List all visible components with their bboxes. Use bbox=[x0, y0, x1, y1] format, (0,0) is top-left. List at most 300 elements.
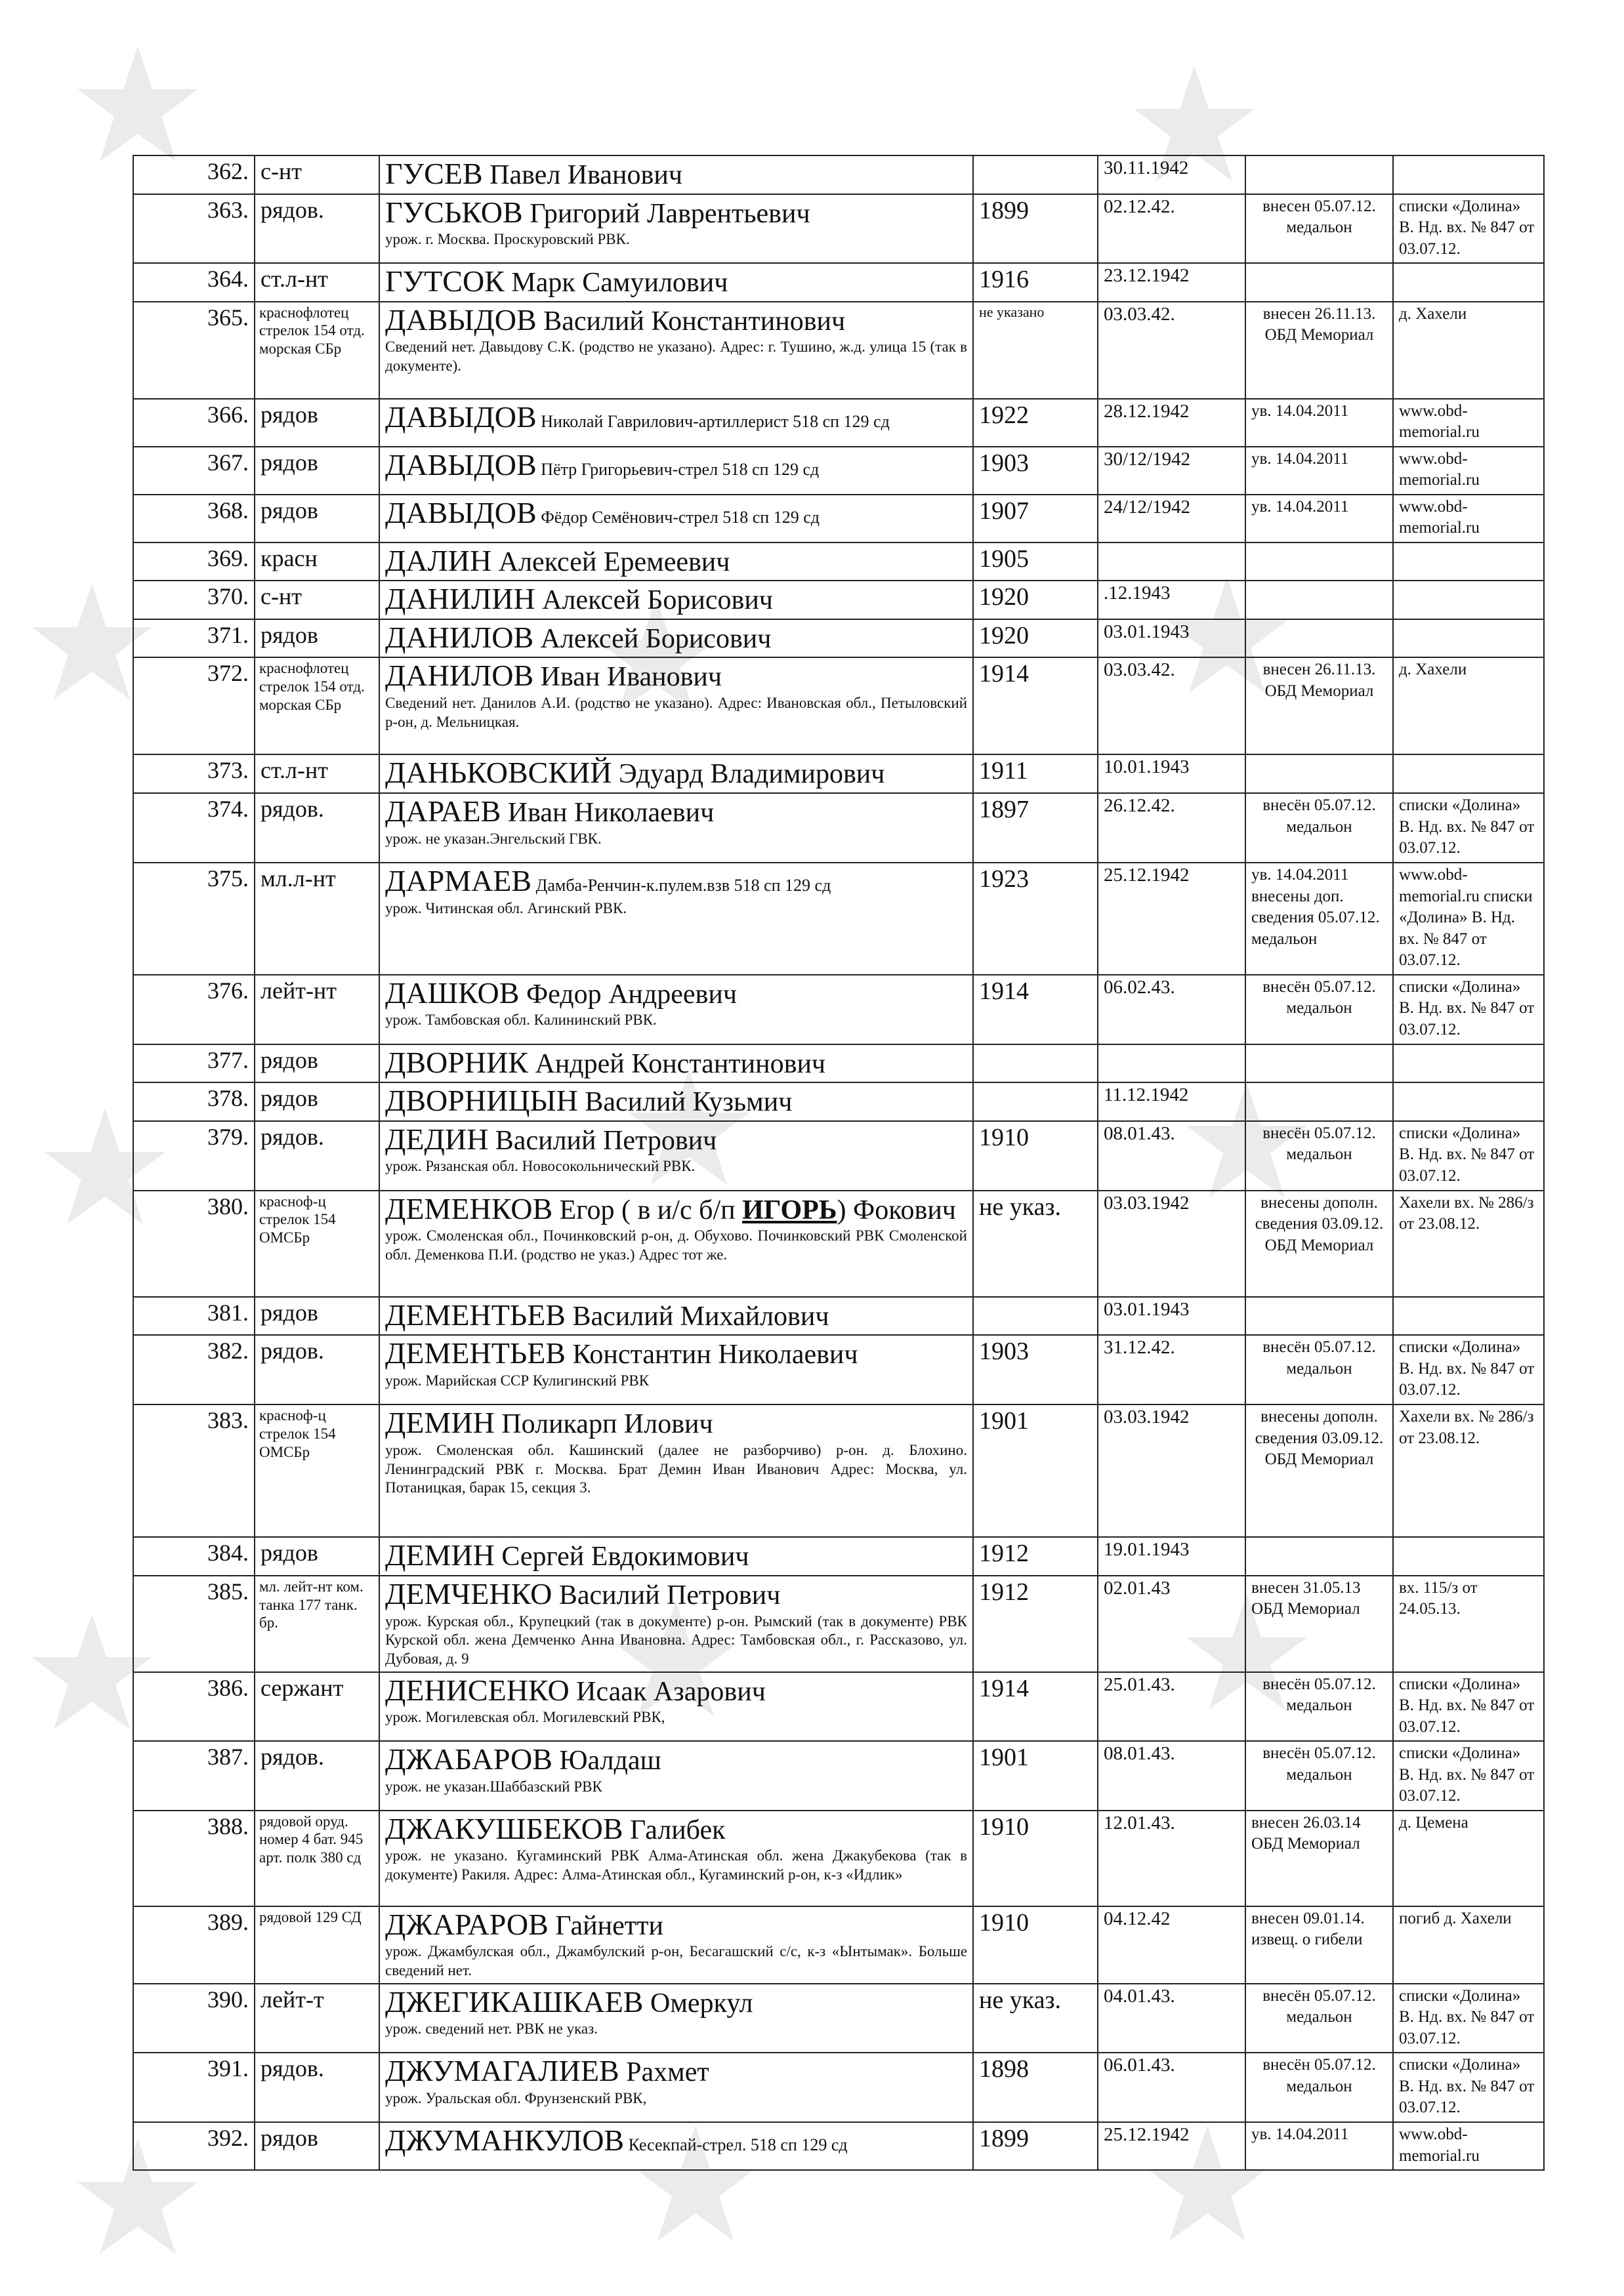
birth-details: урож. Курская обл., Крупецкий (так в документе) р-он. Рымский (так в документе) РВК Курской обл. жена Демченко Анна Ивановна. Адрес: Тамбовская обл., г. Рассказово, ул. Дубовая, д. 9 bbox=[385, 1612, 967, 1668]
source-reference: списки «Долина» В. Нд. вх. № 847 от 03.07.12. bbox=[1393, 1984, 1544, 2053]
source-reference bbox=[1393, 754, 1544, 793]
full-name bbox=[385, 2055, 967, 2088]
person-cell bbox=[379, 975, 973, 1044]
table-row bbox=[133, 495, 1544, 543]
birth-year: 1920 bbox=[973, 619, 1098, 658]
record-note: внесены дополн. сведения 03.09.12. ОБД Мемориал bbox=[1245, 1191, 1393, 1297]
person-cell bbox=[379, 754, 973, 793]
record-note: ув. 14.04.2011 bbox=[1245, 495, 1393, 543]
given-names: Василий Петрович bbox=[552, 1580, 781, 1610]
full-name bbox=[385, 1908, 967, 1942]
source-reference: д. Цемена bbox=[1393, 1811, 1544, 1906]
row-number: 366. bbox=[133, 399, 255, 447]
birth-year: 1914 bbox=[973, 975, 1098, 1044]
record-note: внесен 31.05.13 ОБД Мемориал bbox=[1245, 1576, 1393, 1672]
given-names: Гайнетти bbox=[548, 1910, 663, 1941]
table-row bbox=[133, 1906, 1544, 1984]
record-note: внесен 26.11.13. ОБД Мемориал bbox=[1245, 657, 1393, 754]
record-note bbox=[1245, 155, 1393, 194]
rank-cell: рядов bbox=[255, 447, 379, 495]
given-names: Марк Самуилович bbox=[504, 268, 728, 298]
source-reference: Хахели вх. № 286/з от 23.08.12. bbox=[1393, 1404, 1544, 1537]
row-number: 388. bbox=[133, 1811, 255, 1906]
rank-cell: рядов bbox=[255, 619, 379, 658]
row-number: 387. bbox=[133, 1741, 255, 1811]
birth-details: урож. Могилевская обл. Могилевский РВК, bbox=[385, 1709, 665, 1726]
birth-year: 1910 bbox=[973, 1121, 1098, 1191]
source-reference: списки «Долина» В. Нд. вх. № 847 от 03.07.12. bbox=[1393, 1741, 1544, 1811]
person-cell bbox=[379, 155, 973, 194]
row-number: 367. bbox=[133, 447, 255, 495]
person-cell bbox=[379, 543, 973, 581]
surname: ДАРМАЕВ bbox=[385, 864, 532, 898]
birth-year: 1897 bbox=[973, 793, 1098, 863]
row-number: 378. bbox=[133, 1082, 255, 1121]
person-cell bbox=[379, 1404, 973, 1537]
birth-details: урож. Читинская обл. Агинский РВК. bbox=[385, 899, 627, 916]
source-reference: списки «Долина» В. Нд. вх. № 847 от 03.07.12. bbox=[1393, 194, 1544, 264]
record-note: внесён 05.07.12. медальон bbox=[1245, 1984, 1393, 2053]
source-reference: д. Хахели bbox=[1393, 302, 1544, 399]
source-reference: погиб д. Хахели bbox=[1393, 1906, 1544, 1984]
row-number: 372. bbox=[133, 657, 255, 754]
person-cell bbox=[379, 1335, 973, 1404]
death-date: 03.01.1943 bbox=[1098, 619, 1245, 658]
table-row bbox=[133, 793, 1544, 863]
row-number: 390. bbox=[133, 1984, 255, 2053]
table-row bbox=[133, 1811, 1544, 1906]
death-date: 02.12.42. bbox=[1098, 194, 1245, 264]
death-date bbox=[1098, 543, 1245, 581]
birth-year: 1920 bbox=[973, 581, 1098, 619]
table-row bbox=[133, 2053, 1544, 2122]
person-cell bbox=[379, 495, 973, 543]
source-reference bbox=[1393, 1082, 1544, 1121]
death-date: 02.01.43 bbox=[1098, 1576, 1245, 1672]
given-names: Иван Николаевич bbox=[501, 798, 715, 829]
row-number: 371. bbox=[133, 619, 255, 658]
given-names: Василий Константинович bbox=[536, 306, 846, 337]
row-number: 370. bbox=[133, 581, 255, 619]
rank-cell: рядов bbox=[255, 2122, 379, 2170]
death-date: 03.03.42. bbox=[1098, 302, 1245, 399]
rank-cell: краснофлотец стрелок 154 отд. морская СБр bbox=[255, 657, 379, 754]
surname: ДЖАБАРОВ bbox=[385, 1742, 552, 1776]
rank-cell: рядов bbox=[255, 1297, 379, 1336]
death-date: 04.01.43. bbox=[1098, 1984, 1245, 2053]
rank-cell: сержант bbox=[255, 1672, 379, 1742]
birth-year: 1923 bbox=[973, 863, 1098, 975]
record-note: внесен 09.01.14. извещ. о гибели bbox=[1245, 1906, 1393, 1984]
death-date: 25.12.1942 bbox=[1098, 863, 1245, 975]
surname: ДЖАКУШБЕКОВ bbox=[385, 1811, 623, 1845]
full-name bbox=[385, 1674, 967, 1708]
rank-cell: рядовой оруд. номер 4 бат. 945 арт. полк 380 сд bbox=[255, 1811, 379, 1906]
full-name bbox=[385, 865, 967, 898]
table-row bbox=[133, 1672, 1544, 1742]
birth-year: 1910 bbox=[973, 1906, 1098, 1984]
alias-name: ИГОРЬ bbox=[742, 1195, 837, 1225]
rank-cell: лейт-нт bbox=[255, 975, 379, 1044]
row-number: 362. bbox=[133, 155, 255, 194]
source-reference: Хахели вх. № 286/з от 23.08.12. bbox=[1393, 1191, 1544, 1297]
person-cell bbox=[379, 1044, 973, 1083]
rank-cell: рядов. bbox=[255, 1121, 379, 1191]
birth-year: не указ. bbox=[973, 1984, 1098, 2053]
birth-year bbox=[973, 1082, 1098, 1121]
row-number: 385. bbox=[133, 1576, 255, 1672]
given-names: Константин Николаевич bbox=[566, 1340, 858, 1370]
full-name bbox=[385, 196, 967, 230]
death-date: 06.02.43. bbox=[1098, 975, 1245, 1044]
table-row bbox=[133, 1404, 1544, 1537]
death-date: 08.01.43. bbox=[1098, 1121, 1245, 1191]
surname: ДЕДИН bbox=[385, 1122, 489, 1156]
death-date: 08.01.43. bbox=[1098, 1741, 1245, 1811]
given-names: Сергей Евдокимович bbox=[494, 1542, 749, 1572]
row-number: 389. bbox=[133, 1906, 255, 1984]
table-row bbox=[133, 1082, 1544, 1121]
record-note: внесен 05.07.12. медальон bbox=[1245, 194, 1393, 264]
record-note bbox=[1245, 1537, 1393, 1576]
birth-year: 1914 bbox=[973, 657, 1098, 754]
full-name bbox=[385, 157, 967, 191]
person-cell bbox=[379, 793, 973, 863]
full-name bbox=[385, 659, 967, 693]
surname: ДЖАРАРОВ bbox=[385, 1907, 549, 1941]
surname: ДАВЫДОВ bbox=[385, 495, 537, 529]
rank-cell: рядов bbox=[255, 399, 379, 447]
table-row bbox=[133, 2122, 1544, 2170]
given-names: Егор ( в и/с б/п bbox=[552, 1195, 743, 1225]
death-date: 04.12.42 bbox=[1098, 1906, 1245, 1984]
person-cell bbox=[379, 1576, 973, 1672]
table-row bbox=[133, 1984, 1544, 2053]
birth-year: 1901 bbox=[973, 1741, 1098, 1811]
rank-cell: рядов. bbox=[255, 793, 379, 863]
person-cell bbox=[379, 863, 973, 975]
given-names: Эдуард Владимирович bbox=[612, 759, 885, 790]
death-date: 25.12.1942 bbox=[1098, 2122, 1245, 2170]
given-names: Омеркул bbox=[643, 1988, 753, 2019]
death-date: 31.12.42. bbox=[1098, 1335, 1245, 1404]
birth-details: урож. не указан.Энгельский ГВК. bbox=[385, 830, 602, 847]
death-date: 06.01.43. bbox=[1098, 2053, 1245, 2122]
roster-body bbox=[133, 155, 1544, 2170]
record-note bbox=[1245, 1297, 1393, 1336]
birth-year: 1905 bbox=[973, 543, 1098, 581]
record-note: ув. 14.04.2011 bbox=[1245, 399, 1393, 447]
surname: ДАРАЕВ bbox=[385, 794, 501, 829]
watermark-star-icon bbox=[72, 39, 203, 171]
rank-cell: красн bbox=[255, 543, 379, 581]
death-date: 03.01.1943 bbox=[1098, 1297, 1245, 1336]
table-row bbox=[133, 619, 1544, 658]
row-number: 364. bbox=[133, 263, 255, 302]
given-names: Иван Иванович bbox=[533, 662, 722, 693]
source-reference bbox=[1393, 263, 1544, 302]
rank-cell: мл.л-нт bbox=[255, 863, 379, 975]
full-name bbox=[385, 1084, 967, 1118]
rank-cell: рядов. bbox=[255, 194, 379, 264]
record-note: ув. 14.04.2011 bbox=[1245, 2122, 1393, 2170]
person-cell bbox=[379, 194, 973, 264]
row-number: 376. bbox=[133, 975, 255, 1044]
birth-details: урож. Смоленская обл. Кашинский (далее не разборчиво) р-он. д. Блохино. Ленинградский РВК г. Москва. Брат Демин Иван Иванович Адрес: Москва, ул. Потаницкая, барак 15, секция 3. bbox=[385, 1441, 967, 1496]
record-note: ув. 14.04.2011 внесены доп. сведения 05.07.12. медальон bbox=[1245, 863, 1393, 975]
unit-info: Дамба-Ренчин-к.пулем.взв 518 сп 129 сд bbox=[531, 876, 831, 895]
person-cell bbox=[379, 1537, 973, 1576]
person-cell bbox=[379, 1082, 973, 1121]
rank-cell: рядов bbox=[255, 1082, 379, 1121]
death-date: 03.03.1942 bbox=[1098, 1191, 1245, 1297]
person-cell bbox=[379, 1906, 973, 1984]
surname: ДАВЫДОВ bbox=[385, 400, 537, 434]
death-date: 23.12.1942 bbox=[1098, 263, 1245, 302]
birth-year: 1903 bbox=[973, 447, 1098, 495]
table-row bbox=[133, 1191, 1544, 1297]
rank-cell: рядов. bbox=[255, 1741, 379, 1811]
surname: ДЕМЕНТЬЕВ bbox=[385, 1298, 566, 1332]
record-note: внесен 26.03.14 ОБД Мемориал bbox=[1245, 1811, 1393, 1906]
row-number: 375. bbox=[133, 863, 255, 975]
full-name bbox=[385, 401, 967, 434]
table-row bbox=[133, 754, 1544, 793]
row-number: 369. bbox=[133, 543, 255, 581]
full-name bbox=[385, 497, 967, 530]
rank-cell: рядов. bbox=[255, 2053, 379, 2122]
birth-year: 1899 bbox=[973, 2122, 1098, 2170]
table-row bbox=[133, 1741, 1544, 1811]
full-name bbox=[385, 1813, 967, 1846]
birth-year: 1903 bbox=[973, 1335, 1098, 1404]
given-names: Поликарп Илович bbox=[494, 1409, 713, 1440]
given-names: Василий Петрович bbox=[488, 1125, 717, 1156]
birth-details: урож. Марийская ССР Кулигинский РВК bbox=[385, 1372, 650, 1389]
source-reference bbox=[1393, 1044, 1544, 1083]
row-number: 382. bbox=[133, 1335, 255, 1404]
source-reference: списки «Долина» В. Нд. вх. № 847 от 03.07.12. bbox=[1393, 1335, 1544, 1404]
death-date: 28.12.1942 bbox=[1098, 399, 1245, 447]
birth-details: урож. не указано. Кугаминский РВК Алма-Атинская обл. жена Джакубекова (так в документе) Ракиля. Адрес: Алма-Атинская обл., Кугаминский р-он, к-з «Идлик» bbox=[385, 1847, 967, 1883]
source-reference: списки «Долина» В. Нд. вх. № 847 от 03.07.12. bbox=[1393, 793, 1544, 863]
surname: ДЕМЕНКОВ bbox=[385, 1191, 553, 1225]
full-name bbox=[385, 583, 967, 616]
source-reference: www.obd-memorial.ru bbox=[1393, 399, 1544, 447]
surname: ГУСЕВ bbox=[385, 157, 483, 190]
death-date: 12.01.43. bbox=[1098, 1811, 1245, 1906]
person-cell bbox=[379, 657, 973, 754]
person-cell bbox=[379, 1121, 973, 1191]
given-names: Алексей Борисович bbox=[535, 585, 773, 616]
person-cell bbox=[379, 302, 973, 399]
unit-info: Пётр Григорьевич-стрел 518 сп 129 сд bbox=[536, 459, 820, 479]
record-note: внесен 26.11.13. ОБД Мемориал bbox=[1245, 302, 1393, 399]
table-row bbox=[133, 1044, 1544, 1083]
surname: ДЖУМАНКУЛОВ bbox=[385, 2123, 625, 2158]
surname: ГУСЬКОВ bbox=[385, 195, 523, 229]
source-reference bbox=[1393, 619, 1544, 658]
unit-info: Фёдор Семёнович-стрел 518 сп 129 сд bbox=[536, 507, 820, 527]
birth-details: урож. сведений нет. РВК не указ. bbox=[385, 2020, 598, 2038]
source-reference: списки «Долина» В. Нд. вх. № 847 от 03.07.12. bbox=[1393, 1672, 1544, 1742]
surname: ДАНИЛОВ bbox=[385, 659, 534, 693]
full-name bbox=[385, 1986, 967, 2019]
source-reference: д. Хахели bbox=[1393, 657, 1544, 754]
birth-details: урож. Рязанская обл. Новосокольнический РВК. bbox=[385, 1158, 696, 1175]
source-reference bbox=[1393, 581, 1544, 619]
source-reference: списки «Долина» В. Нд. вх. № 847 от 03.07.12. bbox=[1393, 2053, 1544, 2122]
source-reference bbox=[1393, 543, 1544, 581]
death-date: 19.01.1943 bbox=[1098, 1537, 1245, 1576]
full-name bbox=[385, 1578, 967, 1611]
unit-info: Кесекпай-стрел. 518 сп 129 сд bbox=[624, 2135, 848, 2155]
given-names: Алексей Еремеевич bbox=[491, 546, 730, 577]
rank-cell: ст.л-нт bbox=[255, 754, 379, 793]
death-date: 30.11.1942 bbox=[1098, 155, 1245, 194]
source-reference bbox=[1393, 1297, 1544, 1336]
table-row bbox=[133, 263, 1544, 302]
full-name bbox=[385, 621, 967, 655]
row-number: 392. bbox=[133, 2122, 255, 2170]
birth-details: урож. Уральская обл. Фрунзенский РВК, bbox=[385, 2089, 647, 2106]
table-row bbox=[133, 447, 1544, 495]
given-names: Юалдаш bbox=[552, 1746, 661, 1776]
rank-cell: лейт-т bbox=[255, 1984, 379, 2053]
rank-cell: красноф-ц стрелок 154 ОМСБр bbox=[255, 1404, 379, 1537]
death-date: 10.01.1943 bbox=[1098, 754, 1245, 793]
record-note bbox=[1245, 1082, 1393, 1121]
birth-year bbox=[973, 155, 1098, 194]
row-number: 368. bbox=[133, 495, 255, 543]
birth-year: 1898 bbox=[973, 2053, 1098, 2122]
surname: ДЕМЕНТЬЕВ bbox=[385, 1336, 566, 1370]
table-row bbox=[133, 863, 1544, 975]
surname: ДАШКОВ bbox=[385, 975, 520, 1010]
source-reference: www.obd-memorial.ru bbox=[1393, 447, 1544, 495]
death-date: 24/12/1942 bbox=[1098, 495, 1245, 543]
source-reference bbox=[1393, 155, 1544, 194]
death-date bbox=[1098, 1044, 1245, 1083]
person-cell bbox=[379, 399, 973, 447]
person-cell bbox=[379, 1984, 973, 2053]
source-reference: вх. 115/з от 24.05.13. bbox=[1393, 1576, 1544, 1672]
given-names: Галибек bbox=[623, 1814, 726, 1845]
surname: ДАВЫДОВ bbox=[385, 302, 537, 337]
full-name bbox=[385, 449, 967, 482]
birth-year: 1910 bbox=[973, 1811, 1098, 1906]
given-names: Павел Иванович bbox=[482, 160, 682, 190]
given-names: Василий Михайлович bbox=[566, 1301, 829, 1332]
given-names: Василий Кузьмич bbox=[577, 1087, 793, 1118]
birth-year: 1922 bbox=[973, 399, 1098, 447]
birth-year: 1907 bbox=[973, 495, 1098, 543]
table-row bbox=[133, 1576, 1544, 1672]
record-note: внесён 05.07.12. медальон bbox=[1245, 1672, 1393, 1742]
person-cell bbox=[379, 1191, 973, 1297]
table-row bbox=[133, 975, 1544, 1044]
birth-details: Сведений нет. Давыдову С.К. (родство не указано). Адрес: г. Тушино, ж.д. улица 15 (так в документе). bbox=[385, 338, 967, 375]
surname: ДЖУМАГАЛИЕВ bbox=[385, 2054, 619, 2088]
rank-cell: рядовой 129 СД bbox=[255, 1906, 379, 1984]
table-row bbox=[133, 657, 1544, 754]
birth-year: 1916 bbox=[973, 263, 1098, 302]
full-name bbox=[385, 1337, 967, 1370]
full-name bbox=[385, 756, 967, 790]
surname: ДАВЫДОВ bbox=[385, 447, 537, 482]
given-names-rest: ) Фокович bbox=[837, 1195, 956, 1225]
full-name bbox=[385, 1046, 967, 1080]
surname: ДАНИЛОВ bbox=[385, 620, 534, 654]
record-note: внесён 05.07.12. медальон bbox=[1245, 2053, 1393, 2122]
person-cell bbox=[379, 619, 973, 658]
birth-year: не указ. bbox=[973, 1191, 1098, 1297]
full-name bbox=[385, 977, 967, 1010]
table-row bbox=[133, 1537, 1544, 1576]
row-number: 384. bbox=[133, 1537, 255, 1576]
source-reference: www.obd-memorial.ru bbox=[1393, 2122, 1544, 2170]
row-number: 380. bbox=[133, 1191, 255, 1297]
person-cell bbox=[379, 263, 973, 302]
row-number: 363. bbox=[133, 194, 255, 264]
surname: ДАЛИН bbox=[385, 543, 492, 577]
full-name bbox=[385, 1406, 967, 1440]
table-row bbox=[133, 1335, 1544, 1404]
record-note bbox=[1245, 619, 1393, 658]
record-note: ув. 14.04.2011 bbox=[1245, 447, 1393, 495]
birth-year bbox=[973, 1297, 1098, 1336]
death-date: .12.1943 bbox=[1098, 581, 1245, 619]
death-date: 25.01.43. bbox=[1098, 1672, 1245, 1742]
surname: ДЕНИСЕНКО bbox=[385, 1673, 570, 1707]
row-number: 391. bbox=[133, 2053, 255, 2122]
source-reference: www.obd-memorial.ru списки «Долина» В. Нд. вх. № 847 от 03.07.12. bbox=[1393, 863, 1544, 975]
birth-details: урож. г. Москва. Проскуровский РВК. bbox=[385, 231, 630, 248]
full-name bbox=[385, 1123, 967, 1157]
surname: ДЕМЧЕНКО bbox=[385, 1576, 552, 1610]
rank-cell: рядов. bbox=[255, 1335, 379, 1404]
surname: ГУТСОК bbox=[385, 264, 505, 298]
person-cell bbox=[379, 581, 973, 619]
rank-cell: красноф-ц стрелок 154 ОМСБр bbox=[255, 1191, 379, 1297]
full-name bbox=[385, 2124, 967, 2158]
full-name bbox=[385, 1193, 967, 1226]
surname: ДЕМИН bbox=[385, 1538, 495, 1572]
full-name bbox=[385, 1743, 967, 1776]
row-number: 386. bbox=[133, 1672, 255, 1742]
source-reference bbox=[1393, 1537, 1544, 1576]
record-note: внесён 05.07.12. медальон bbox=[1245, 793, 1393, 863]
source-reference: списки «Долина» В. Нд. вх. № 847 от 03.07.12. bbox=[1393, 975, 1544, 1044]
row-number: 379. bbox=[133, 1121, 255, 1191]
death-date: 30/12/1942 bbox=[1098, 447, 1245, 495]
rank-cell: мл. лейт-нт ком. танка 177 танк. бр. bbox=[255, 1576, 379, 1672]
birth-year: 1901 bbox=[973, 1404, 1098, 1537]
record-note: внесён 05.07.12. медальон bbox=[1245, 1121, 1393, 1191]
given-names: Андрей Константинович bbox=[528, 1048, 826, 1079]
death-date: 26.12.42. bbox=[1098, 793, 1245, 863]
record-note bbox=[1245, 263, 1393, 302]
birth-year: 1911 bbox=[973, 754, 1098, 793]
birth-details: Сведений нет. Данилов А.И. (родство не указано). Адрес: Ивановская обл., Петыловский р-он, д. Мельницкая. bbox=[385, 695, 967, 730]
birth-details: урож. не указан.Шаббазский РВК bbox=[385, 1778, 602, 1795]
table-row bbox=[133, 302, 1544, 399]
person-cell bbox=[379, 2122, 973, 2170]
full-name bbox=[385, 1299, 967, 1332]
birth-details: урож. Тамбовская обл. Калининский РВК. bbox=[385, 1012, 657, 1029]
birth-year: 1912 bbox=[973, 1576, 1098, 1672]
rank-cell: рядов bbox=[255, 1044, 379, 1083]
